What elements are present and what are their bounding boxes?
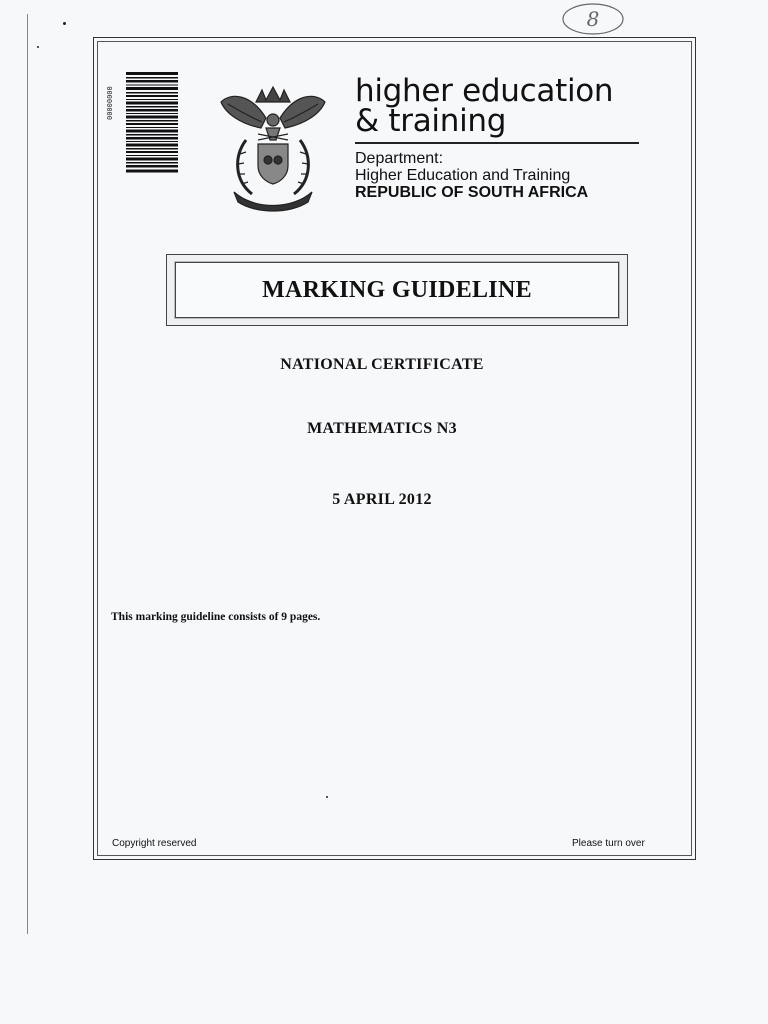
dept-label: Department: (355, 149, 444, 167)
document-title: MARKING GUIDELINE (262, 276, 532, 303)
brand-title-line2: & training (355, 103, 507, 139)
subject-heading: MATHEMATICS N3 (307, 420, 457, 437)
scan-speck (37, 46, 39, 48)
barcode-digits: 00000000 (106, 86, 114, 120)
handwritten-page-number (560, 0, 626, 38)
turn-over-note: Please turn over (572, 838, 645, 849)
brand-title-line1: higher education (355, 73, 614, 109)
department-text (355, 150, 645, 201)
certificate-heading: NATIONAL CERTIFICATE (280, 356, 484, 373)
title-box-inner (175, 262, 619, 318)
title-box (166, 254, 628, 326)
brand-divider (355, 142, 639, 144)
dept-country: REPUBLIC OF SOUTH AFRICA (355, 183, 589, 201)
exam-date: 5 APRIL 2012 (332, 491, 432, 508)
scan-edge-line (27, 14, 28, 934)
page-count-note: This marking guideline consists of 9 pages. (111, 611, 321, 623)
dept-name: Higher Education and Training (355, 166, 571, 184)
department-branding (355, 73, 645, 201)
coat-of-arms-logo (216, 84, 330, 214)
scan-speck (63, 22, 66, 25)
handwritten-number-text: 8 (586, 7, 600, 31)
barcode (112, 72, 178, 174)
copyright-notice: Copyright reserved (112, 838, 197, 849)
